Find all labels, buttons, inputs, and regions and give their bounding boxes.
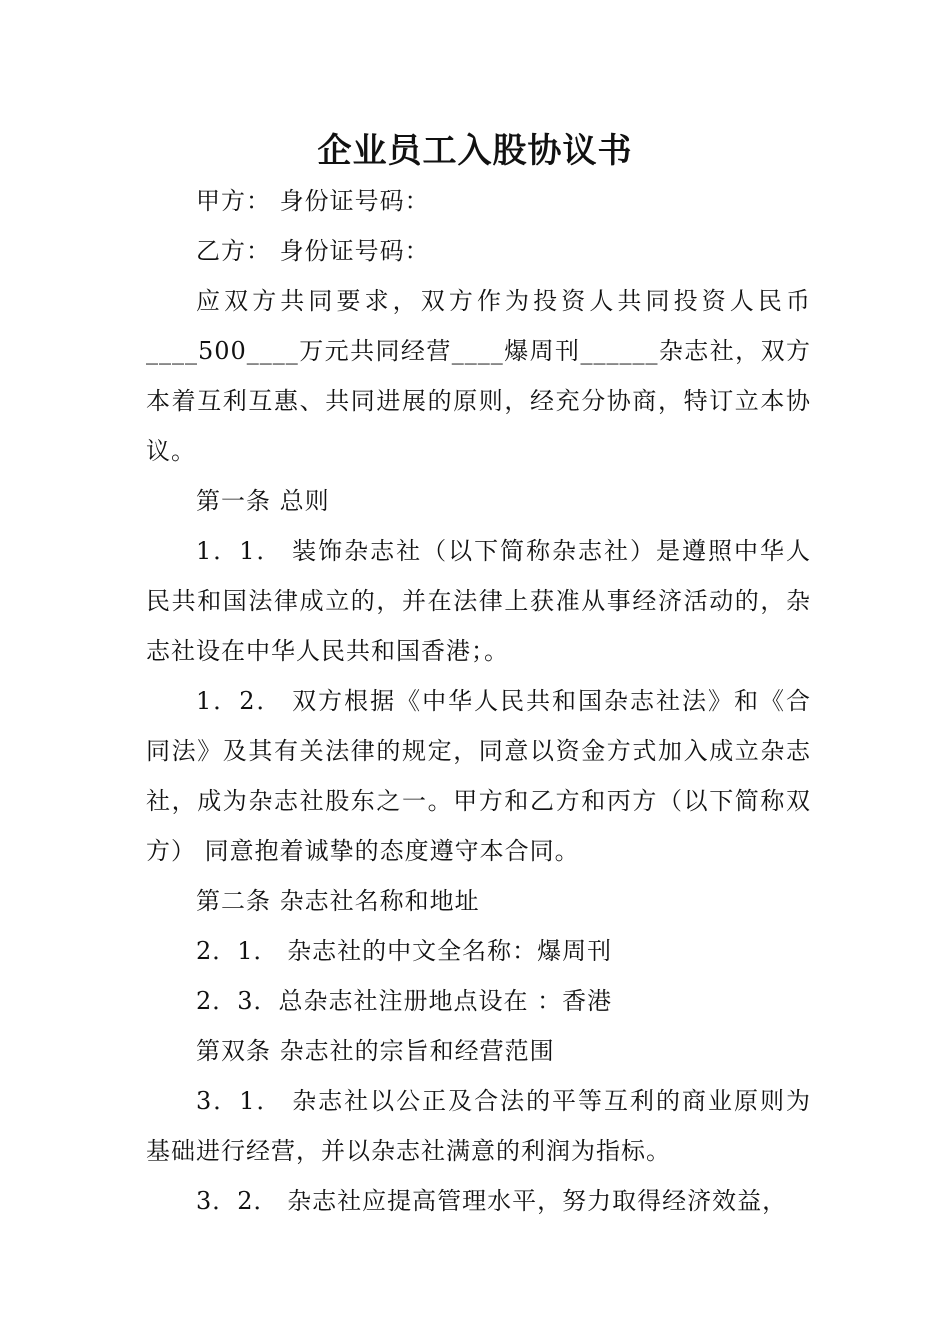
article-1-heading: 第一条 总则 (196, 487, 330, 515)
clause-1-2: 1．2． 双方根据《中华人民共和国杂志社法》和《合同法》及其有关法律的规定，同意以资金方式加入成立杂志社，成为杂志社股东之一。甲方和乙方和丙方（以下简称双方） 同意抱着诚挚的态度遵守本合同。 (146, 687, 811, 865)
clause-2-3: 2．3．总杂志社注册地点设在 ：香港 (196, 987, 613, 1015)
article-2-heading: 第二条 杂志社名称和地址 (196, 887, 480, 915)
article-3-heading: 第双条 杂志社的宗旨和经营范围 (196, 1037, 555, 1065)
preamble-paragraph: 应双方共同要求，双方作为投资人共同投资人民币____500____万元共同经营____爆周刊______杂志社，双方本着互利互惠、共同进展的原则，经充分协商，特订立本协议。 (146, 287, 811, 465)
document-title: 企业员工入股协议书 (317, 131, 633, 171)
party-a-line: 甲方： 身份证号码： (196, 187, 430, 215)
clause-3-2: 3．2． 杂志社应提高管理水平，努力取得经济效益， (196, 1187, 788, 1215)
document-body (146, 176, 811, 1226)
clause-1-1: 1．1． 装饰杂志社（以下简称杂志社）是遵照中华人民共和国法律成立的，并在法律上获准从事经济活动的，杂志社设在中华人民共和国香港；。 (146, 537, 811, 665)
party-b-line: 乙方： 身份证号码： (196, 237, 430, 265)
clause-3-1: 3．1． 杂志社以公正及合法的平等互利的商业原则为基础进行经营，并以杂志社满意的利润为指标。 (146, 1087, 811, 1165)
clause-2-1: 2．1． 杂志社的中文全名称：爆周刊 (196, 937, 613, 965)
